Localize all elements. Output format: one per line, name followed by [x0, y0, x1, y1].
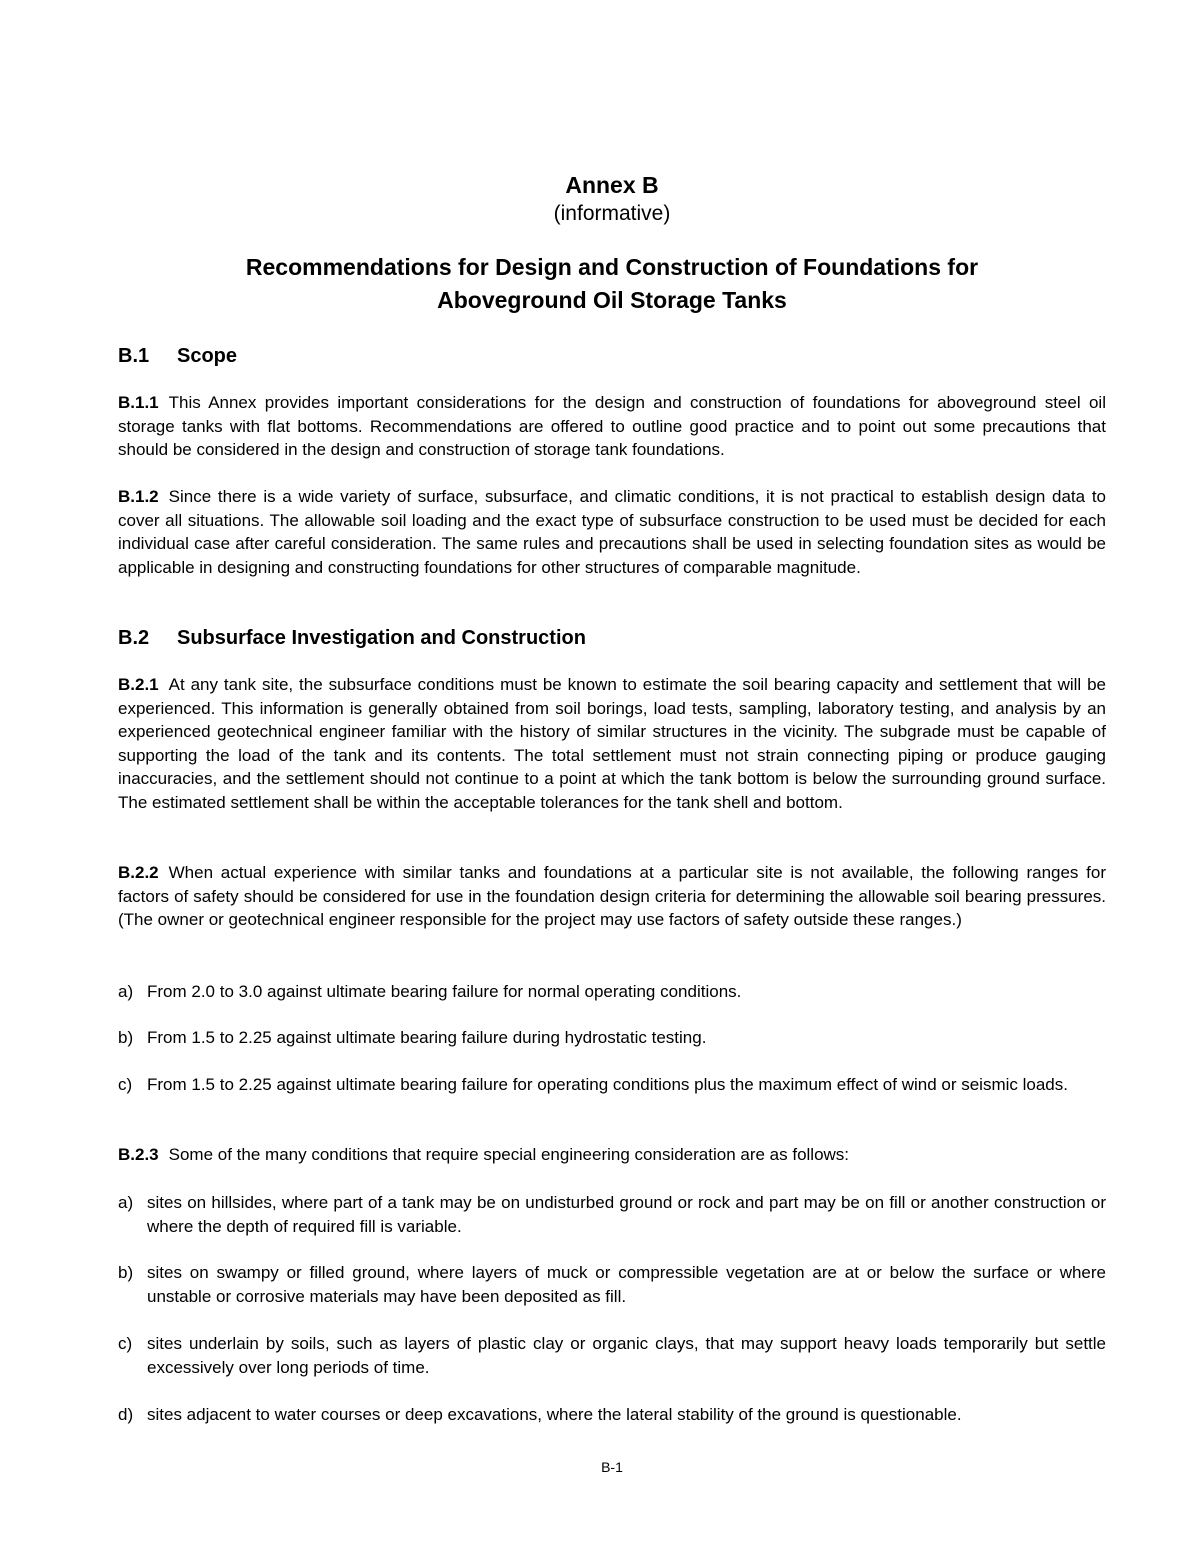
list-item-letter: b) — [118, 1263, 134, 1282]
list-item-text: sites on swampy or filled ground, where layers of muck or compressible vegetation are at or below the surface or where unstable or corrosive materials may have been deposited as fill. — [147, 1263, 1106, 1306]
section-title: Subsurface Investigation and Construction — [177, 627, 586, 649]
list-item — [118, 1026, 1106, 1050]
paragraph-b-2-1 — [118, 673, 1106, 814]
list-item-letter: a) — [118, 982, 134, 1001]
list-item — [118, 1403, 1106, 1427]
list-item-text: sites on hillsides, where part of a tank may be on undisturbed ground or rock and part may be on fill or another construction or where the depth of required fill is variable. — [147, 1193, 1106, 1236]
list-item — [118, 1261, 1106, 1308]
section-number: B.1 — [118, 345, 150, 367]
list-item-text: sites adjacent to water courses or deep excavations, where the lateral stability of the ground is questionable. — [147, 1405, 962, 1424]
section-title: Scope — [177, 345, 238, 367]
paragraph-text: Since there is a wide variety of surface, subsurface, and climatic conditions, it is not practical to establish design data to cover all situations. The allowable soil loading and the exact type of subsurface construction to be used must be decided for each individual case after careful consideration. The same rules and precautions shall be used in selecting foundation sites as would be applicable in designing and constructing foundations for other structures of comparable magnitude. — [118, 487, 1106, 577]
paragraph-number: B.1.2 — [118, 487, 159, 506]
list-item — [118, 980, 1106, 1004]
list-item-letter: d) — [118, 1405, 134, 1424]
paragraph-text: At any tank site, the subsurface conditions must be known to estimate the soil bearing capacity and settlement that will be experienced. This information is generally obtained from soil borings, load tests, sampling, laboratory testing, and analysis by an experienced geotechnical engineer familiar with the history of similar structures in the vicinity. The subgrade must be capable of supporting the load of the tank and its contents. The total settlement must not strain connecting piping or produce gauging inaccuracies, and the settlement should not continue to a point at which the tank bottom is below the surrounding ground surface. The estimated settlement shall be within the acceptable tolerances for the tank shell and bottom. — [118, 675, 1106, 812]
list-item — [118, 1191, 1106, 1238]
list-item-letter: c) — [118, 1334, 133, 1353]
paragraph-number: B.2.3 — [118, 1145, 159, 1164]
paragraph-text: Some of the many conditions that require special engineering consideration are as follows: — [168, 1145, 850, 1164]
list-item-text: From 1.5 to 2.25 against ultimate bearing failure for operating conditions plus the maximum effect of wind or seismic loads. — [147, 1075, 1068, 1094]
section-heading-b1 — [118, 343, 237, 369]
section-heading-b2 — [118, 625, 586, 651]
document-page — [118, 0, 1106, 1553]
document-title — [118, 251, 1106, 317]
paragraph-b-1-2 — [118, 485, 1106, 579]
list-item — [118, 1073, 1106, 1097]
paragraph-b-2-3 — [118, 1143, 1106, 1167]
annex-subtitle: (informative) — [553, 202, 671, 225]
list-item-letter: a) — [118, 1193, 134, 1212]
list-item-text: From 1.5 to 2.25 against ultimate bearing failure during hydrostatic testing. — [147, 1028, 707, 1047]
list-item-letter: b) — [118, 1028, 134, 1047]
list-item-text: sites underlain by soils, such as layers of plastic clay or organic clays, that may support heavy loads temporarily but settle excessively over long periods of time. — [147, 1334, 1106, 1377]
paragraph-b-2-2 — [118, 861, 1106, 932]
paragraph-number: B.2.2 — [118, 863, 159, 882]
paragraph-b-1-1 — [118, 391, 1106, 462]
annex-title: Annex B — [565, 172, 659, 198]
section-number: B.2 — [118, 627, 150, 649]
paragraph-number: B.2.1 — [118, 675, 159, 694]
document-title-line-1: Recommendations for Design and Construction of Foundations for — [245, 254, 979, 280]
page-number: B-1 — [601, 1459, 623, 1475]
paragraph-text: This Annex provides important considerations for the design and construction of foundations for aboveground steel oil storage tanks with flat bottoms. Recommendations are offered to outline good practice and to point out some precautions that should be considered in the design and construction of storage tank foundations. — [118, 393, 1106, 459]
document-title-line-2: Aboveground Oil Storage Tanks — [437, 287, 787, 313]
list-item-text: From 2.0 to 3.0 against ultimate bearing failure for normal operating conditions. — [147, 982, 742, 1001]
list-item-letter: c) — [118, 1075, 133, 1094]
list-item — [118, 1332, 1106, 1379]
paragraph-number: B.1.1 — [118, 393, 159, 412]
paragraph-text: When actual experience with similar tanks and foundations at a particular site is not available, the following ranges for factors of safety should be considered for use in the foundation design criteria for determining the allowable soil bearing pressures. (The owner or geotechnical engineer responsible for the project may use factors of safety outside these ranges.) — [118, 863, 1106, 929]
